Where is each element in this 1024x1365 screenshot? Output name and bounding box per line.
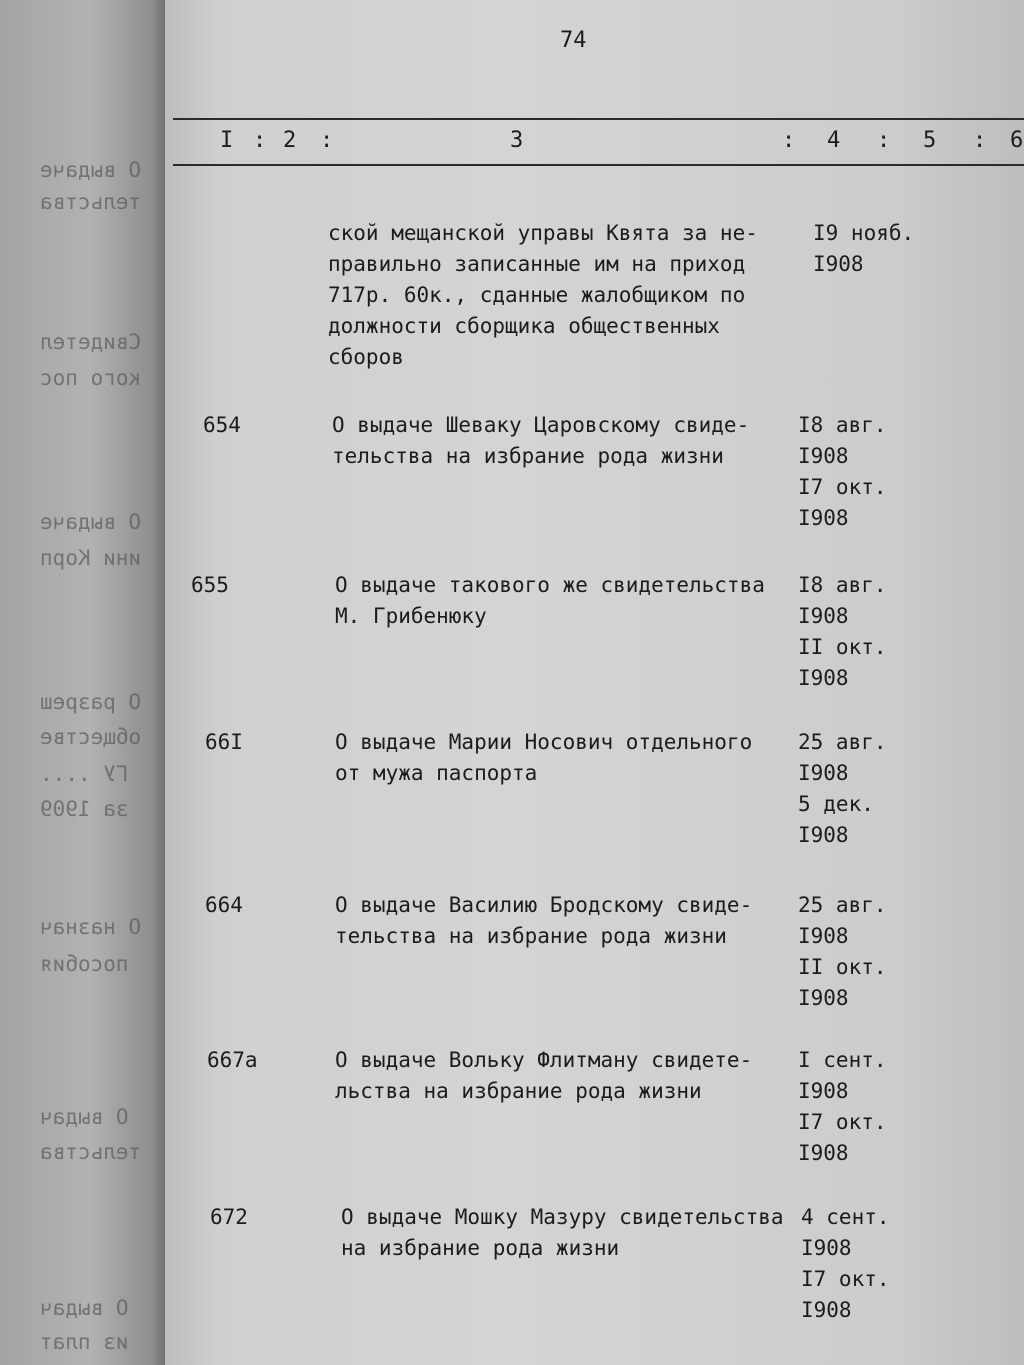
left-page-fragment: О выдаче bbox=[40, 510, 142, 534]
row-dates: I сент. I908 I7 окт. I908 bbox=[798, 1048, 887, 1165]
column-header-1: I bbox=[220, 128, 234, 153]
left-page-fragment: О назнач bbox=[40, 915, 142, 939]
row-number: 66I bbox=[205, 730, 243, 754]
row-content: О выдаче Василию Бродскому свиде- тельства на избрание рода жизни bbox=[335, 893, 753, 948]
row-content: ской мещанской управы Квята за не- правильно записанные им на приход 717р. 60к., сданные жалобщиком по должности сборщика общественных сборов bbox=[328, 221, 758, 369]
row-content: О выдаче Марии Носович отдельного от мужа паспорта bbox=[335, 730, 753, 785]
column-header-4: 4 bbox=[827, 128, 841, 153]
row-content: О выдаче Вольку Флитману свидете- льства на избрание рода жизни bbox=[335, 1048, 753, 1103]
column-header-2: 2 bbox=[283, 128, 297, 153]
left-page-fragment: Свидетел bbox=[40, 330, 142, 354]
left-page-fragment: за 1909 bbox=[40, 797, 129, 821]
document-page bbox=[165, 0, 1024, 1365]
row-number: 655 bbox=[191, 573, 229, 597]
row-dates: 25 авг. I908 II окт. I908 bbox=[798, 893, 887, 1010]
row-content: О выдаче Мошку Мазуру свидетельства на избрание рода жизни bbox=[341, 1205, 784, 1260]
left-page-fragment: О разреш bbox=[40, 690, 142, 714]
left-page-fragment: О выдаче bbox=[40, 158, 142, 182]
row-dates: I8 авг. I908 II окт. I908 bbox=[798, 573, 887, 690]
column-header-row: I : 2 : 3 : 4 : 5 : 6 bbox=[220, 128, 1024, 153]
left-page-fragment: О выдач bbox=[40, 1296, 129, 1320]
row-number: 672 bbox=[210, 1205, 248, 1229]
column-header-6: 6 bbox=[1010, 128, 1024, 153]
left-page-fragment: тельства bbox=[40, 190, 142, 214]
row-dates: I8 авг. I908 I7 окт. I908 bbox=[798, 413, 887, 530]
header-rule-bottom bbox=[173, 164, 1024, 166]
left-page-fragment: ГУ .... bbox=[40, 762, 129, 786]
previous-page-edge bbox=[0, 0, 165, 1365]
row-number: 654 bbox=[203, 413, 241, 437]
left-page-fragment: пособия bbox=[40, 952, 129, 976]
left-page-fragment: из плат bbox=[40, 1330, 129, 1354]
header-rule-top bbox=[173, 118, 1024, 120]
left-page-fragment: О выдач bbox=[40, 1105, 129, 1129]
row-dates: 25 авг. I908 5 дек. I908 bbox=[798, 730, 887, 847]
left-page-fragment: обществе bbox=[40, 725, 142, 749]
row-content: О выдаче такового же свидетельства М. Грибенюку bbox=[335, 573, 765, 628]
left-page-fragment: кого пос bbox=[40, 366, 142, 390]
left-page-fragment: ини Корп bbox=[40, 546, 142, 570]
row-number: 664 bbox=[205, 893, 243, 917]
row-content: О выдаче Шеваку Царовскому свиде- тельства на избрание рода жизни bbox=[332, 413, 750, 468]
page-number: 74 bbox=[560, 28, 587, 53]
left-page-fragment: тельства bbox=[40, 1140, 142, 1164]
column-header-3: 3 bbox=[510, 128, 524, 153]
column-header-5: 5 bbox=[923, 128, 937, 153]
row-number: 667а bbox=[207, 1048, 258, 1072]
row-dates: I9 нояб. I908 bbox=[813, 221, 915, 276]
row-dates: 4 сент. I908 I7 окт. I908 bbox=[801, 1205, 890, 1322]
